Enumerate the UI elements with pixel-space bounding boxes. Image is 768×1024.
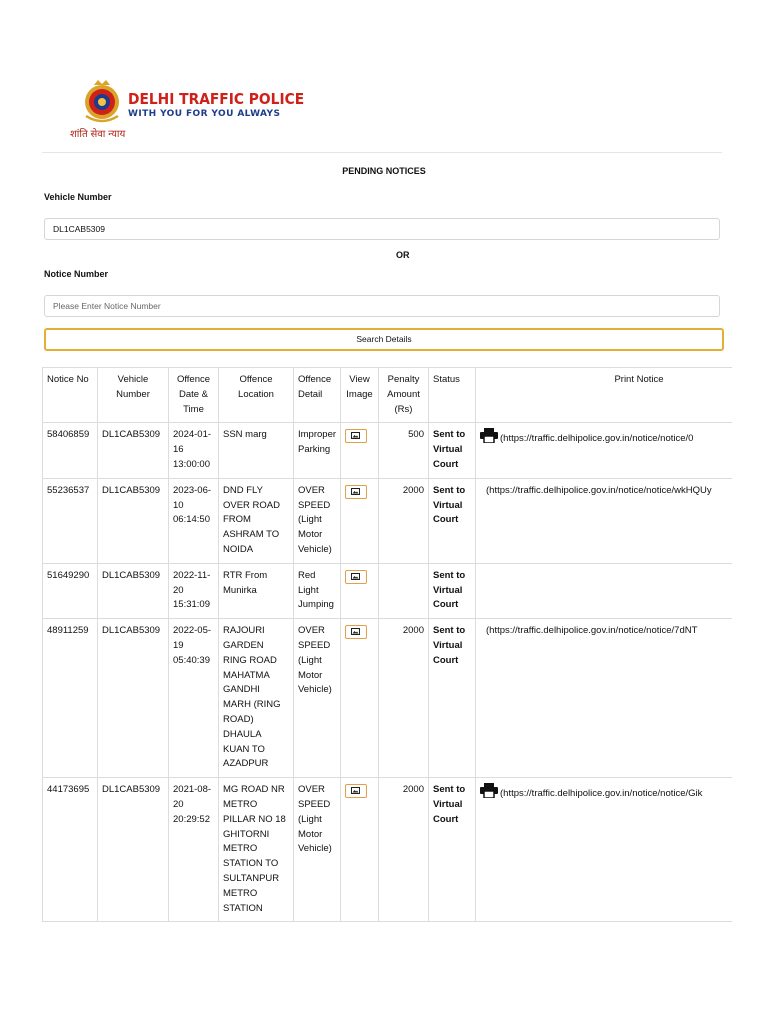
offence-location-cell: MG ROAD NR METRO PILLAR NO 18 GHITORNI METRO STATION TO SULTANPUR METRO STATION <box>219 778 294 922</box>
print-notice-url: (https://traffic.delhipolice.gov.in/notice/notice/Gik <box>500 788 703 800</box>
print-notice-cell <box>476 619 733 778</box>
print-notice-cell <box>476 778 733 922</box>
header-notice-no: Notice No <box>43 368 98 423</box>
search-details-button[interactable]: Search Details <box>44 328 724 351</box>
view-image-cell <box>341 619 379 778</box>
offence-detail-cell: OVER SPEED (Light Motor Vehicle) <box>294 619 341 778</box>
view-image-cell <box>341 563 379 618</box>
print-notice-url: (https://traffic.delhipolice.gov.in/notice/notice/0 <box>500 433 694 445</box>
offence-location-cell: DND FLY OVER ROAD FROM ASHRAM TO NOIDA <box>219 478 294 563</box>
notice-no-cell: 48911259 <box>43 619 98 778</box>
penalty-amount-cell: 2000 <box>379 478 429 563</box>
print-notice-url: (https://traffic.delhipolice.gov.in/notice/notice/wkHQUy <box>486 484 712 496</box>
print-notice-link[interactable] <box>480 788 702 799</box>
image-icon <box>351 432 360 439</box>
header-offence-datetime: Offence Date & Time <box>169 368 219 423</box>
offence-detail-cell: OVER SPEED (Light Motor Vehicle) <box>294 778 341 922</box>
brand-logo[interactable] <box>70 72 305 142</box>
offence-datetime-cell: 2021-08-20 20:29:52 <box>169 778 219 922</box>
penalty-amount-cell: 2000 <box>379 778 429 922</box>
view-image-button[interactable] <box>345 570 367 584</box>
print-notice-url: (https://traffic.delhipolice.gov.in/notice/notice/7dNT <box>486 625 698 637</box>
table-row <box>43 778 733 922</box>
status-cell: Sent to Virtual Court <box>429 563 476 618</box>
print-notice-cell <box>476 563 733 618</box>
print-notice-link[interactable] <box>480 433 693 444</box>
image-icon <box>351 488 360 495</box>
penalty-amount-cell: 2000 <box>379 619 429 778</box>
offence-location-cell: RAJOURI GARDEN RING ROAD MAHATMA GANDHI MARH (RING ROAD) DHAULA KUAN TO AZADPUR <box>219 619 294 778</box>
vehicle-number-cell: DL1CAB5309 <box>98 423 169 478</box>
offence-datetime-cell: 2022-11-20 15:31:09 <box>169 563 219 618</box>
print-notice-cell <box>476 478 733 563</box>
vehicle-number-label: Vehicle Number <box>44 192 112 202</box>
header-penalty-amount: Penalty Amount (Rs) <box>379 368 429 423</box>
notice-no-cell: 55236537 <box>43 478 98 563</box>
print-notice-link[interactable] <box>480 625 697 636</box>
police-emblem-icon <box>80 76 124 124</box>
table-row <box>43 478 733 563</box>
offence-detail-cell: OVER SPEED (Light Motor Vehicle) <box>294 478 341 563</box>
header-vehicle-number: Vehicle Number <box>98 368 169 423</box>
printer-icon <box>480 428 498 449</box>
notice-number-label: Notice Number <box>44 269 109 279</box>
view-image-button[interactable] <box>345 429 367 443</box>
table-header-row <box>43 368 733 423</box>
brand-title: DELHI TRAFFIC POLICE <box>128 90 305 108</box>
notice-no-cell: 58406859 <box>43 423 98 478</box>
offence-datetime-cell: 2022-05-19 05:40:39 <box>169 619 219 778</box>
header-print-notice: Print Notice <box>476 368 733 423</box>
vehicle-number-cell: DL1CAB5309 <box>98 478 169 563</box>
view-image-cell <box>341 478 379 563</box>
print-notice-link[interactable] <box>480 485 712 496</box>
status-cell: Sent to Virtual Court <box>429 423 476 478</box>
vehicle-number-cell: DL1CAB5309 <box>98 619 169 778</box>
notice-number-input[interactable]: Please Enter Notice Number <box>44 295 720 317</box>
view-image-button[interactable] <box>345 485 367 499</box>
notice-no-cell: 44173695 <box>43 778 98 922</box>
image-icon <box>351 573 360 580</box>
offence-detail-cell: Improper Parking <box>294 423 341 478</box>
printer-icon <box>480 783 498 804</box>
vehicle-number-input[interactable]: DL1CAB5309 <box>44 218 720 240</box>
header-view-image: View Image <box>341 368 379 423</box>
image-icon <box>351 628 360 635</box>
view-image-button[interactable] <box>345 784 367 798</box>
penalty-amount-cell: 500 <box>379 423 429 478</box>
header-status: Status <box>429 368 476 423</box>
notice-no-cell: 51649290 <box>43 563 98 618</box>
or-separator: OR <box>396 250 410 260</box>
penalty-amount-cell <box>379 563 429 618</box>
header-offence-location: Offence Location <box>219 368 294 423</box>
view-image-cell <box>341 778 379 922</box>
notices-table-container[interactable] <box>42 367 732 923</box>
status-cell: Sent to Virtual Court <box>429 778 476 922</box>
status-cell: Sent to Virtual Court <box>429 478 476 563</box>
offence-datetime-cell: 2024-01-16 13:00:00 <box>169 423 219 478</box>
table-row <box>43 619 733 778</box>
header-offence-detail: Offence Detail <box>294 368 341 423</box>
table-row <box>43 423 733 478</box>
image-icon <box>351 787 360 794</box>
table-row <box>43 563 733 618</box>
brand-tagline: WITH YOU FOR YOU ALWAYS <box>128 109 281 119</box>
header-divider <box>42 152 722 153</box>
view-image-cell <box>341 423 379 478</box>
view-image-button[interactable] <box>345 625 367 639</box>
vehicle-number-cell: DL1CAB5309 <box>98 778 169 922</box>
print-notice-cell <box>476 423 733 478</box>
status-cell: Sent to Virtual Court <box>429 619 476 778</box>
brand-motto: शांति सेवा न्याय <box>70 129 126 140</box>
vehicle-number-cell: DL1CAB5309 <box>98 563 169 618</box>
offence-location-cell: SSN marg <box>219 423 294 478</box>
notices-table <box>42 367 732 922</box>
page-title: PENDING NOTICES <box>342 166 426 176</box>
offence-location-cell: RTR From Munirka <box>219 563 294 618</box>
offence-detail-cell: Red Light Jumping <box>294 563 341 618</box>
offence-datetime-cell: 2023-06-10 06:14:50 <box>169 478 219 563</box>
